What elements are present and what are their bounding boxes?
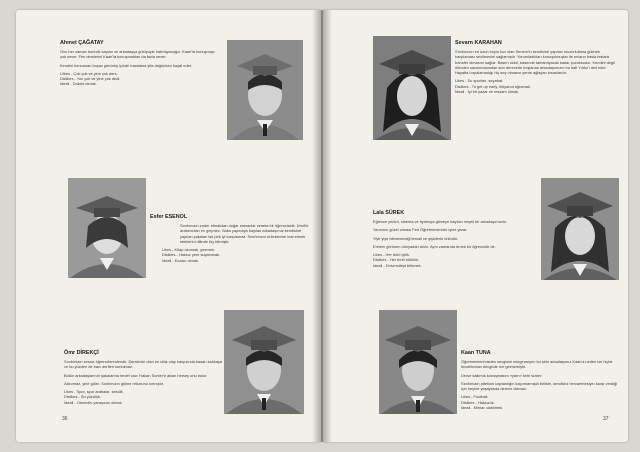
graduation-photo — [227, 40, 303, 140]
student-facts — [162, 247, 310, 263]
student-name: Esfer ESENOL — [150, 214, 188, 220]
student-entry — [455, 40, 615, 94]
ideal-line: İdeali - Otomotiv yaraşıcısı olmak. — [64, 399, 123, 405]
student-name: Kaan TUNA — [461, 350, 491, 356]
likes-line: Likes - Football. — [461, 394, 489, 400]
student-facts — [455, 78, 615, 94]
student-entry — [60, 40, 220, 87]
dislikes-line: Dislikes - Yok yok ve yine yok dedi. — [60, 76, 121, 82]
portrait-image — [68, 178, 146, 278]
portrait-image — [373, 36, 451, 140]
dislikes-line: Dislikes - Su yüzülük. — [64, 394, 101, 400]
graduation-photo — [224, 310, 304, 414]
student-bio: Eğlence yerleri, sinema ve tiyatroya gitmeye bayılan neşeli bir arkadaşımızdır. — [373, 219, 508, 224]
student-bio: Akkırmaz, yine güler. Sınıfımızın gülme rekorunu kırmıştır. — [64, 380, 164, 386]
student-bio: Öğretmenlerimizden sevgisini esirgemeyen bu şirin arkadaşımız Kaan'a neden ise hiçbir öncelikndan dövgüde mir gelmemiştir. — [461, 359, 613, 370]
student-bio: Sınıfımızın ender elmalıdan doğar zamanlar zeneta bir öğrencisidir. Ümit'le aralarından en geçmez. Saka yapmaya bayılan arkadaşımız kendisine yapılan şakaları ise pek iyi karşılamaz. Sınıfımızın erkeklerine inat etmek eteklerini dilinde tüy bitmiştir. — [180, 223, 309, 244]
graduation-photo — [68, 178, 146, 278]
yearbook-spread — [16, 10, 628, 442]
student-name: Ömr DİREKÇİ — [64, 350, 99, 356]
left-page — [16, 10, 321, 442]
student-bio: Yarısının güzel olması Fen Öğretmenimizin işine yarar. — [373, 227, 468, 233]
ideal-line: İdeali - Eczacı olmak. — [162, 257, 199, 263]
portrait-image — [541, 178, 619, 280]
graduation-photo — [541, 178, 619, 280]
dislikes-line: Dislikes - To get up early, ihtiyarca uğramak. — [455, 83, 531, 89]
student-entry — [461, 350, 621, 410]
ideal-line: İdeali - Doktor olmak. — [60, 81, 97, 87]
dislikes-line: Dislikes - Her türlü kötülük. — [373, 257, 420, 263]
student-bio: Erelein görünen dünyadan anılır. Aynı zamanda örnek bir öğrencidir de. — [373, 243, 496, 249]
student-entry — [373, 210, 543, 268]
student-entry — [64, 350, 224, 405]
likes-line: Likes - Spor, spor arabalar, sesülk. — [64, 389, 124, 395]
graduation-photo — [379, 310, 457, 414]
student-facts — [60, 71, 220, 87]
likes-line: Likes - Su sporları, seyahat. — [455, 78, 504, 84]
portrait-image — [224, 310, 304, 414]
graduation-photo — [373, 36, 451, 140]
student-bio: Bütün arkadaşlarının şakalarına hedef olur. Hakan Sonter'e aklan hersey onu bulur. — [64, 372, 208, 378]
page-number: 37 — [603, 416, 609, 422]
likes-line: Likes - Her türlü iyilik. — [373, 252, 410, 258]
student-bio: Sınıfımızın en uzun boylu kızı olan Senem'in kendisine yapılan muzurluklara gülerek karşılaması sevilmesini sağlamıştır. Yorumladıkları konuşulmuşlar ile onların basla teslara transfer olmasını sağlar. Basen ciddi, basende tamamiyacak kadar çocuksudur. Kendini degil ölünden savunmasından son derecede hoşlanan arkadaşımızın bu hafi Yıldız'ı deli eder. Hayatta hırpalamadığı hiç sey olmasın yerde ağlayan insanlardır. — [455, 49, 615, 76]
student-bio: Yiye yiye bitmemediği temali ve şişkilerle ünlüdür. — [373, 235, 459, 241]
student-name: Lala SÜREK — [373, 210, 405, 216]
student-bio: Sınıfımızın sessiz öğrencilerindendir. Derslerde olan en ufak olay karşısında basan kahkaya ve bu yüzden de bazı dertleri kurtulmaz. — [64, 359, 223, 370]
ideal-line: İdeali - Üniversiteyi bitirmek. — [373, 262, 422, 268]
portrait-image — [379, 310, 457, 414]
student-entry — [150, 214, 310, 263]
right-page — [323, 10, 628, 442]
dislikes-line: Dislikes - Haksızlık. — [461, 399, 495, 405]
student-name: Sevarn KARAHAN — [455, 40, 502, 46]
ideal-line: İdeali - Mimar olabilmek. — [461, 405, 504, 411]
book-gutter — [312, 10, 332, 442]
student-bio: Kendini herzaman boşaz görünüş içinde hastalara şifa dağıtırken hayal eder. — [60, 62, 192, 68]
student-facts — [461, 394, 621, 410]
dislikes-line: Dislikes - Haksız yere suçlanmak. — [162, 252, 221, 258]
portrait-image — [227, 40, 303, 140]
ideal-line: İdeali - İyi bir yazar ve ressam olmak. — [455, 89, 520, 95]
student-bio: Derse kalkmıs konuşmasını «yarn» birle sizder. — [461, 372, 543, 378]
student-bio: Sınıfımızın altetiom kaptanlığın kaçırmamışla birlikte, kendisini hercamnesiyeı karar verdiği için heyine yaşayanda derece olamaz. — [461, 380, 618, 392]
student-bio: Onu her zaman bonrcik saçları ve arkadaşça gülüşüyle hatırlayacağız. Kaan'la konuşmayı çok sever. Fen derslerini Kaan'la konuşmaktan da fazla sever. — [60, 49, 215, 60]
likes-line: Likes - Kitap okumak, gezmek. — [162, 247, 215, 253]
page-number: 36 — [62, 416, 68, 422]
likes-line: Lilkes - Çok çok ve yine çok ders. — [60, 70, 118, 76]
student-facts — [373, 252, 543, 268]
student-facts — [64, 389, 224, 405]
student-name: Ahmet ÇAĞATAY — [60, 40, 104, 46]
